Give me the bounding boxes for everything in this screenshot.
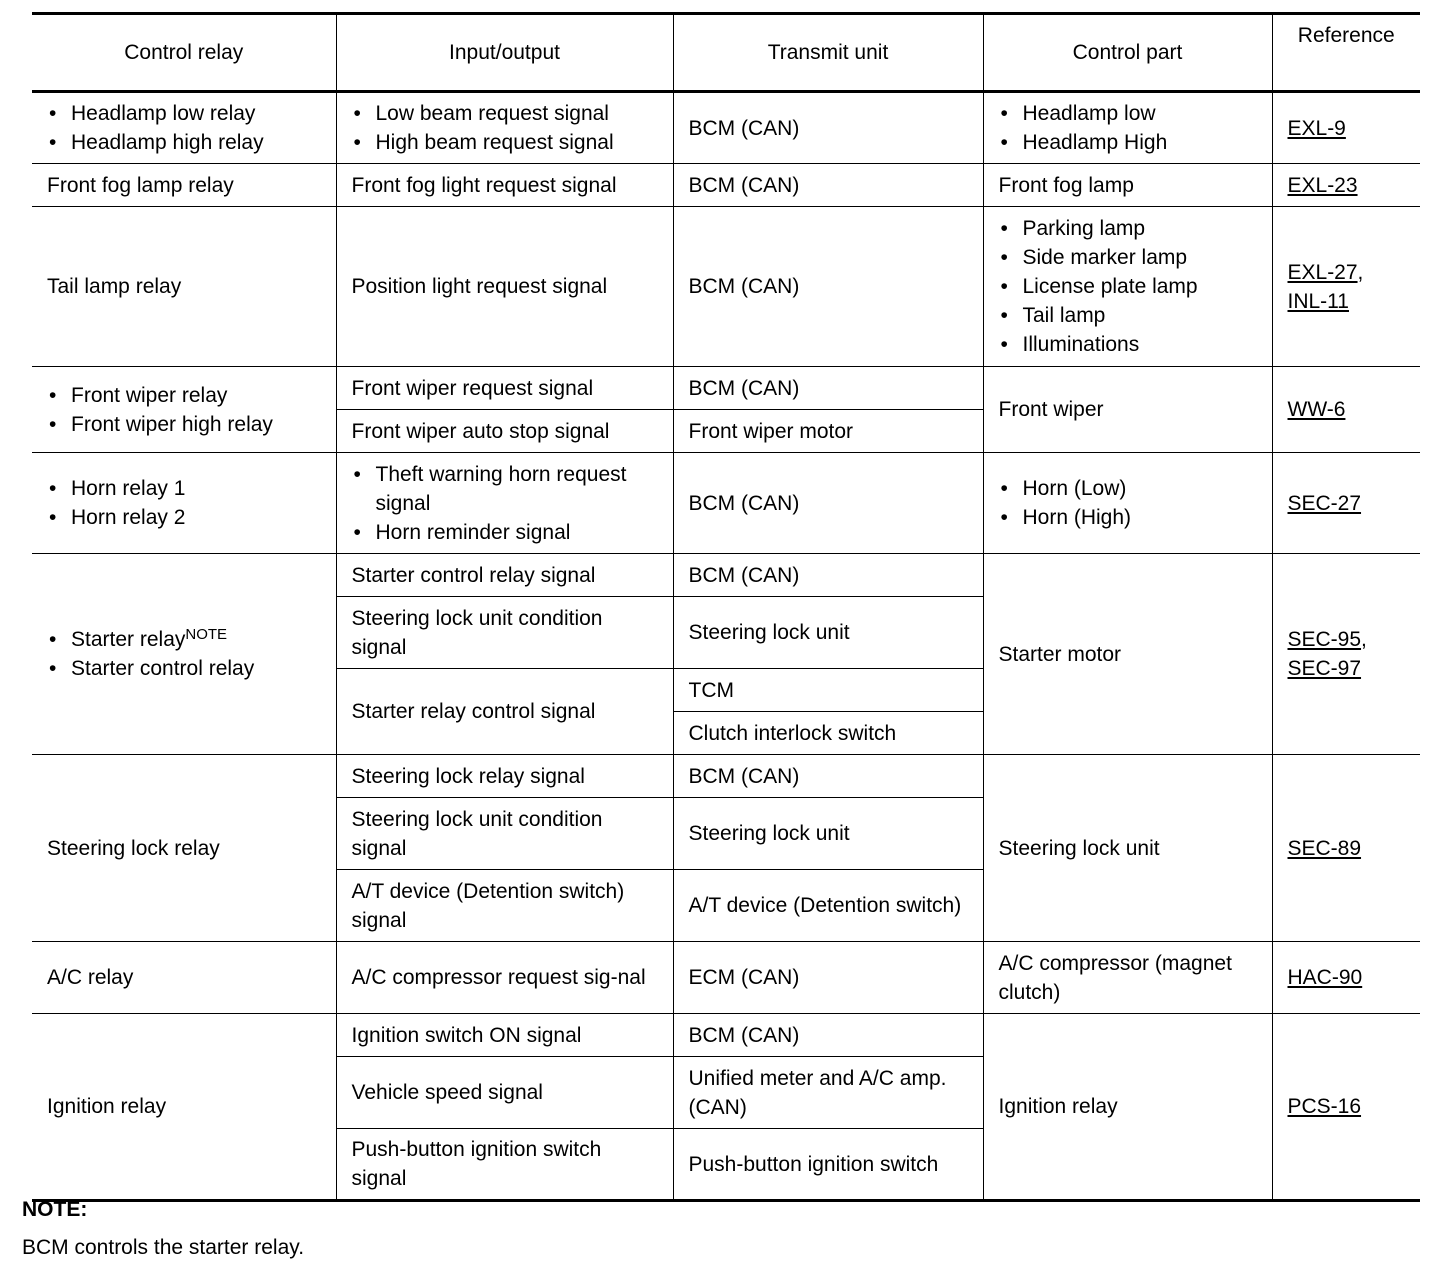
reference-link[interactable]: WW-6 [1287,398,1346,421]
list-item: • Tail lamp [999,301,1257,330]
cell-input-output: Steering lock unit condition signal [336,597,673,669]
cell-transmit-unit: Clutch interlock switch [673,712,983,755]
cell-transmit-unit: BCM (CAN) [673,755,983,798]
cell-transmit-unit: BCM (CAN) [673,554,983,597]
header-control-relay: Control relay [32,14,336,92]
cell-input-output: Starter relay control signal [336,669,673,755]
list-item: • Front wiper relay [47,381,321,410]
header-input-output: Input/output [336,14,673,92]
cell-transmit-unit: Unified meter and A/C amp. (CAN) [673,1057,983,1129]
table-row-horn [32,453,1420,554]
cell-transmit-unit: Steering lock unit [673,597,983,669]
header-row [32,14,1420,92]
cell-input-output: Front wiper request signal [336,367,673,410]
cell-transmit-unit: BCM (CAN) [673,164,983,207]
cell-transmit-unit: TCM [673,669,983,712]
reference-link[interactable]: SEC-27 [1287,491,1362,515]
note-superscript: NOTE [185,626,228,643]
cell-transmit-unit: BCM (CAN) [673,453,983,554]
list-item: • Headlamp low [999,99,1257,128]
cell-reference [1272,942,1420,1014]
reference-link[interactable]: EXL-9 [1287,116,1346,140]
header-transmit-unit: Transmit unit [673,14,983,92]
table-row-front-wiper [32,367,1420,410]
cell-control-part: Ignition relay [983,1014,1272,1201]
table-row-tail-lamp [32,207,1420,367]
cell-control-part: Front fog lamp [983,164,1272,207]
list-item: • Headlamp low relay [47,99,321,128]
cell-control-relay: Ignition relay [32,1014,336,1201]
cell-input-output: Position light request signal [336,207,673,367]
cell-transmit-unit: Front wiper motor [673,410,983,453]
cell-transmit-unit: BCM (CAN) [673,367,983,410]
cell-input-output: Vehicle speed signal [336,1057,673,1129]
cell-control-part: Front wiper [983,367,1272,453]
note-text: BCM controls the starter relay. [22,1236,305,1259]
cell-input-output: A/T device (Detention switch) signal [336,870,673,942]
list-item: • Front wiper high relay [47,410,321,439]
cell-control-relay [32,92,336,164]
cell-reference [1272,755,1420,942]
list-item: • Theft warning horn request signal [352,460,658,518]
cell-input-output: Starter control relay signal [336,554,673,597]
cell-transmit-unit: BCM (CAN) [673,207,983,367]
cell-input-output [336,453,673,554]
cell-transmit-unit: Steering lock unit [673,798,983,870]
cell-transmit-unit: BCM (CAN) [673,1014,983,1057]
cell-transmit-unit: ECM (CAN) [673,942,983,1014]
reference-link[interactable]: SEC-97 [1287,657,1362,680]
cell-control-relay [32,453,336,554]
table-row-starter [32,554,1420,597]
note-heading: NOTE: [22,1198,88,1221]
list-item: • Horn (Low) [999,474,1257,503]
cell-control-part [983,92,1272,164]
list-item: • License plate lamp [999,272,1257,301]
starter-relay-label: Starter relay [71,628,186,651]
table-row-headlamp [32,92,1420,164]
cell-control-relay [32,367,336,453]
reference-link[interactable]: EXL-23 [1287,173,1358,197]
reference-separator: , [1361,628,1367,651]
cell-control-relay: A/C relay [32,942,336,1014]
cell-control-relay: Steering lock relay [32,755,336,942]
cell-control-relay: Tail lamp relay [32,207,336,367]
relay-table [32,12,1420,1202]
cell-control-part [983,453,1272,554]
cell-control-relay: Front fog lamp relay [32,164,336,207]
cell-input-output: Steering lock unit condition signal [336,798,673,870]
reference-link[interactable]: SEC-89 [1287,836,1362,860]
list-item: • Headlamp high relay [47,128,321,157]
list-item: • Horn relay 2 [47,503,321,532]
header-control-part: Control part [983,14,1272,92]
list-item: • Horn relay 1 [47,474,321,503]
list-item: • Headlamp High [999,128,1257,157]
list-item: • Parking lamp [999,214,1257,243]
list-item: • Starter control relay [47,654,321,683]
table-row-ignition [32,1014,1420,1057]
list-item: • Illuminations [999,330,1257,359]
reference-link[interactable]: HAC-90 [1287,966,1363,989]
cell-input-output: A/C compressor request sig-nal [336,942,673,1014]
cell-input-output: Front wiper auto stop signal [336,410,673,453]
list-item [47,625,321,654]
table-row-ac-relay [32,942,1420,1014]
cell-transmit-unit: Push-button ignition switch [673,1129,983,1201]
cell-transmit-unit: BCM (CAN) [673,92,983,164]
reference-link[interactable]: SEC-95 [1287,628,1362,651]
header-reference: Reference [1272,14,1420,92]
cell-reference [1272,367,1420,453]
reference-separator: , [1357,260,1364,284]
list-item: • Horn (High) [999,503,1257,532]
cell-control-part: Starter motor [983,554,1272,755]
cell-reference [1272,1014,1420,1201]
cell-transmit-unit: A/T device (Detention switch) [673,870,983,942]
cell-input-output: Ignition switch ON signal [336,1014,673,1057]
cell-reference [1272,92,1420,164]
list-item: • Side marker lamp [999,243,1257,272]
cell-control-part: Steering lock unit [983,755,1272,942]
list-item: • Horn reminder signal [352,518,658,547]
cell-input-output [336,92,673,164]
reference-link[interactable]: INL-11 [1287,289,1349,313]
cell-reference [1272,453,1420,554]
cell-input-output: Front fog light request signal [336,164,673,207]
cell-reference [1272,554,1420,755]
cell-reference [1272,164,1420,207]
list-item: • Low beam request signal [352,99,658,128]
table-row-front-fog [32,164,1420,207]
cell-input-output: Steering lock relay signal [336,755,673,798]
cell-input-output: Push-button ignition switch signal [336,1129,673,1201]
reference-link[interactable]: PCS-16 [1287,1095,1362,1118]
cell-control-relay [32,554,336,755]
list-item: • High beam request signal [352,128,658,157]
cell-reference [1272,207,1420,367]
cell-control-part [983,207,1272,367]
reference-link[interactable]: EXL-27 [1287,260,1358,284]
table-row-steering-lock [32,755,1420,798]
cell-control-part: A/C compressor (magnet clutch) [983,942,1272,1014]
